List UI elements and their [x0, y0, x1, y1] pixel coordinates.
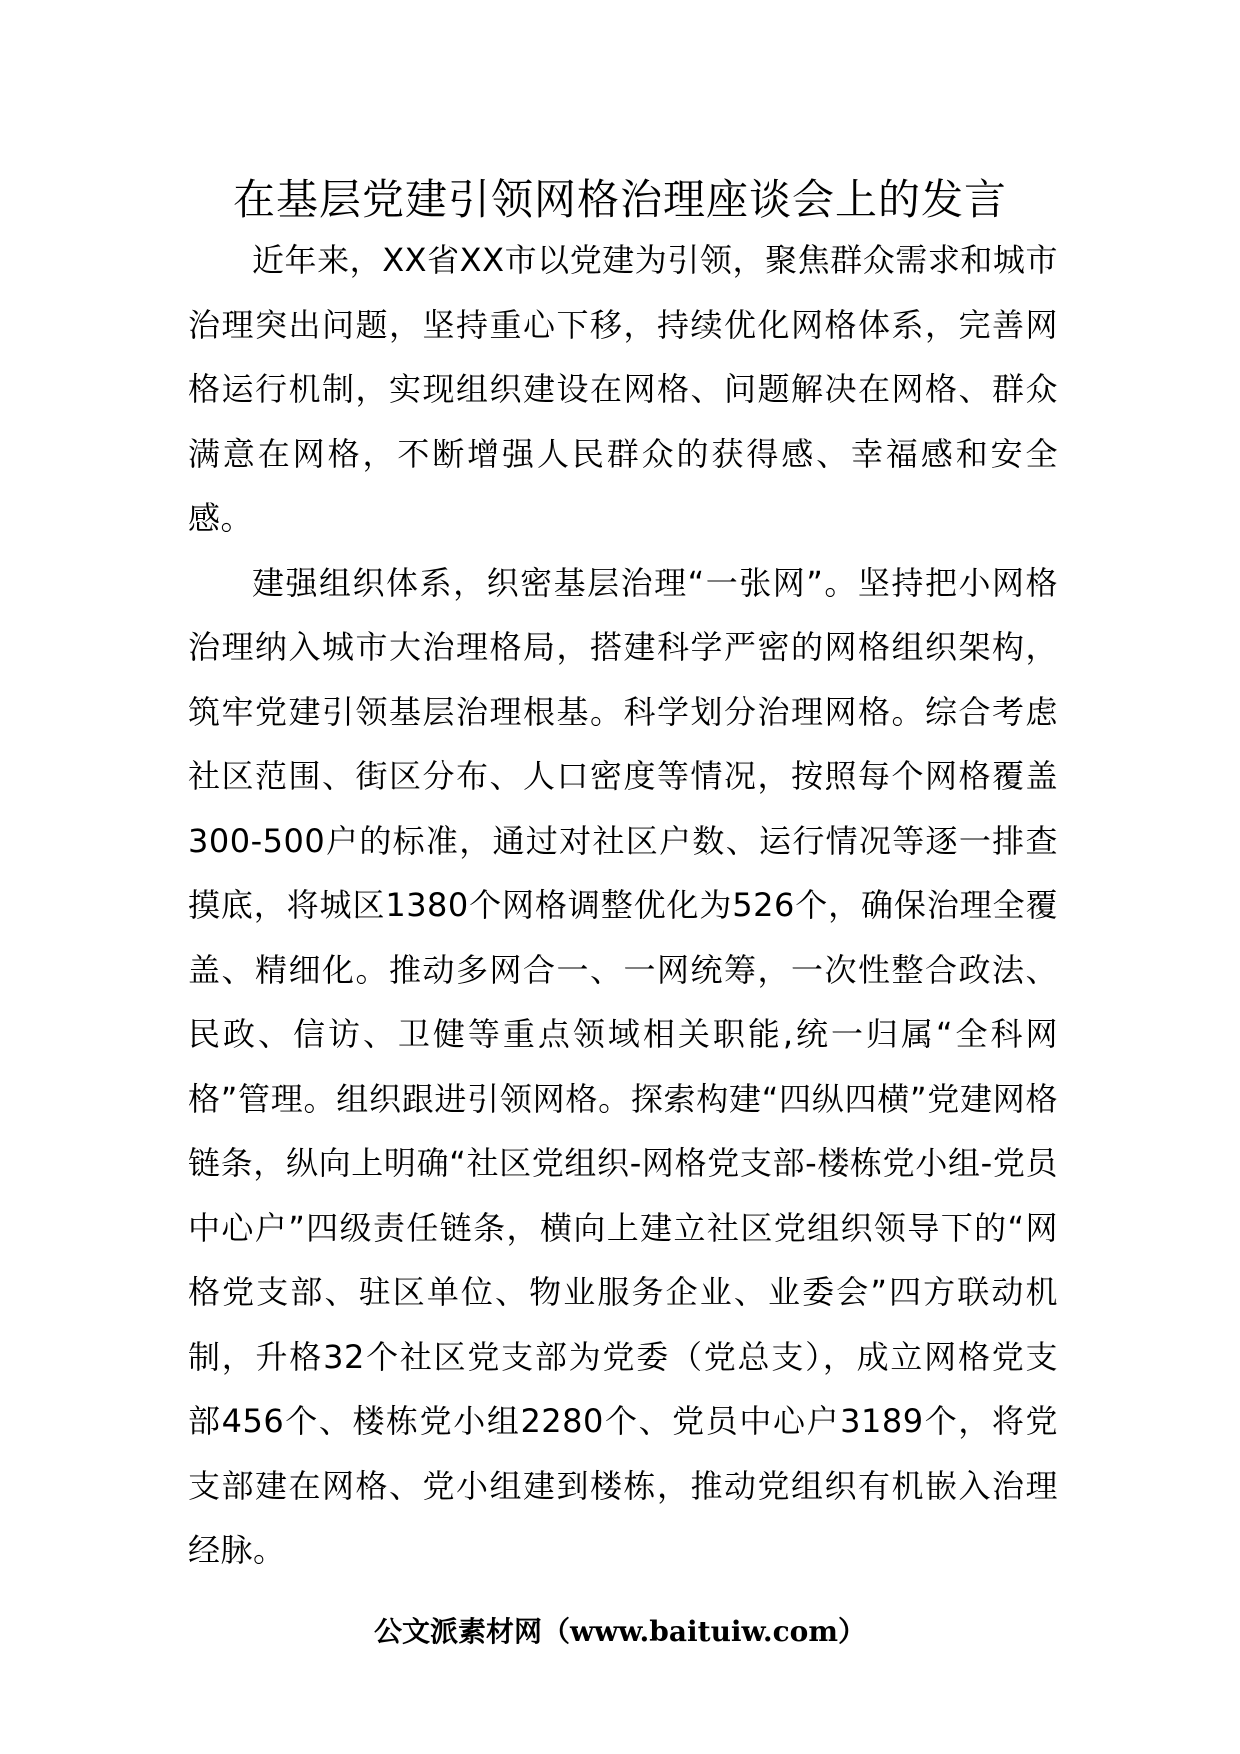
document-title: 在基层党建引领网格治理座谈会上的发言 [232, 175, 1007, 224]
document-body [188, 228, 1058, 1583]
paragraph-intro: 近年来，XX省XX市以党建为引领，聚焦群众需求和城市治理突出问题，坚持重心下移，持续优化网格体系，完善网格运行机制，实现组织建设在网格、问题解决在网格、群众满意在网格，不断增强人民群众的获得感、幸福感和安全感。 [188, 241, 1058, 537]
footer-source: 公文派素材网（www.baituiw.com） [374, 1615, 866, 1648]
paragraph-organization-system: 建强组织体系，织密基层治理“一张网”。坚持把小网格治理纳入城市大治理格局，搭建科学严密的网格组织架构，筑牢党建引领基层治理根基。科学划分治理网格。综合考虑社区范围、街区分布、人口密度等情况，按照每个网格覆盖300-500户的标准，通过对社区户数、运行情况等逐一排查摸底，将城区1380个网格调整优化为526个，确保治理全覆盖、精细化。推动多网合一、一网统筹，一次性整合政法、民政、信访、卫健等重点领域相关职能,统一归属“全科网格”管理。组织跟进引领网格。探索构建“四纵四横”党建网格链条，纵向上明确“社区党组织-网格党支部-楼栋党小组-党员中心户”四级责任链条，横向上建立社区党组织领导下的“网格党支部、驻区单位、物业服务企业、业委会”四方联动机制，升格32个社区党支部为党委（党总支），成立网格党支部456个、楼栋党小组2280个、党员中心户3189个，将党支部建在网格、党小组建到楼栋，推动党组织有机嵌入治理经脉。 [188, 563, 1058, 1569]
